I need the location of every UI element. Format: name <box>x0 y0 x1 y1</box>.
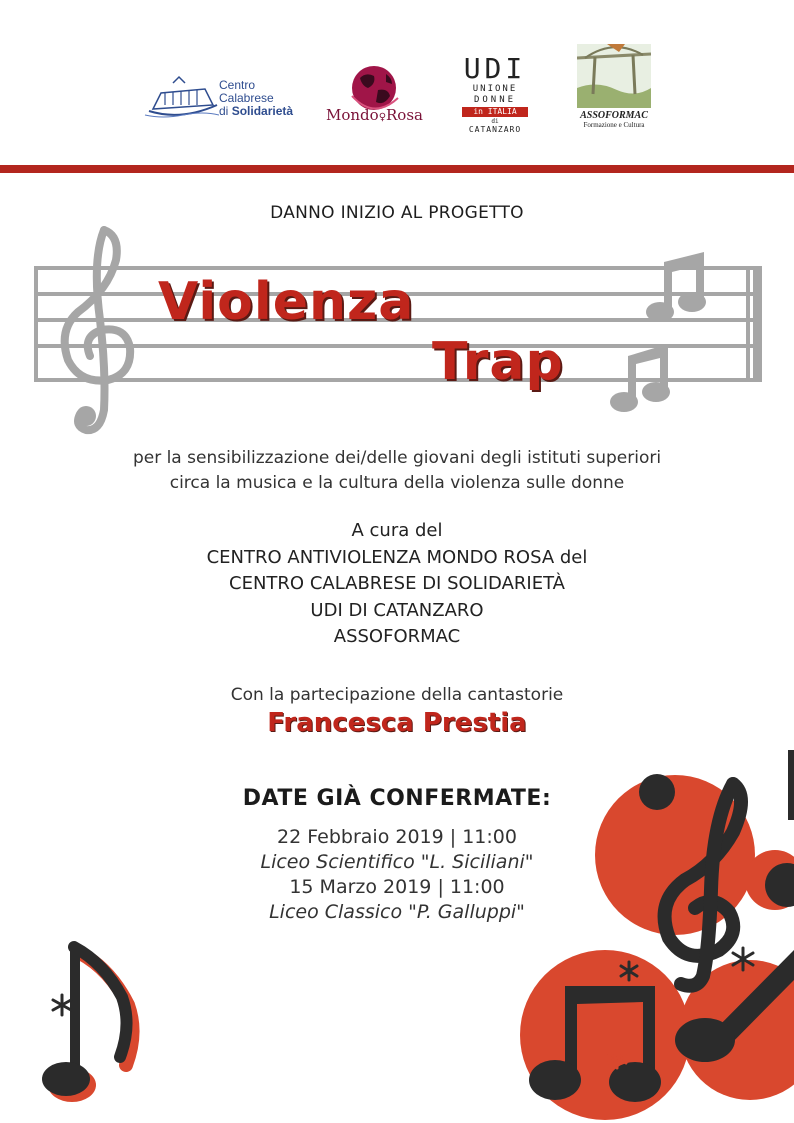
ccs-logo <box>143 75 298 125</box>
organizer-3: UDI DI CATANZARO <box>310 600 484 621</box>
event-venue-1: Liceo Scientifico "L. Siciliani" <box>260 851 534 873</box>
event-venue-2: Liceo Classico "P. Galluppi" <box>269 901 525 923</box>
udi-l1: UNIONE <box>472 84 518 94</box>
event-date-1: 22 Febbraio 2019 | 11:00 <box>277 826 517 848</box>
curated-label: A cura del <box>351 520 443 541</box>
mondo-rosa-right: Rosa <box>386 106 423 124</box>
udi-l5: CATANZARO <box>468 125 522 134</box>
asterisk-icon <box>53 995 71 1015</box>
udi-logo <box>460 54 530 138</box>
title-word-1: Violenza <box>158 272 415 332</box>
intro-line-1: per la sensibilizzazione dei/delle giovani degli istituti superiori <box>132 448 662 468</box>
intro-line-2: circa la musica e la cultura della violenza sulle donne <box>169 473 625 493</box>
ccs-line-1: Centro <box>219 78 256 92</box>
udi-l3: in ITALIA <box>462 107 528 117</box>
ccs-line-2: Calabrese <box>219 91 274 105</box>
mondo-rosa-left: Mondo <box>326 106 379 124</box>
performer-name: Francesca Prestia <box>267 708 527 738</box>
organizer-4: ASSOFORMAC <box>333 626 461 647</box>
udi-l2: DONNE <box>473 95 517 105</box>
ccs-line-3-bold: Solidarietà <box>231 104 294 118</box>
logo-strip <box>0 40 794 140</box>
dates-heading: DATE GIÀ CONFERMATE: <box>242 786 552 811</box>
ccs-line-3-prefix: di <box>219 104 232 118</box>
participation-label: Con la partecipazione della cantastorie <box>230 685 564 705</box>
assoformac-name: ASSOFORMAC <box>580 110 648 121</box>
double-note-icon <box>646 252 706 322</box>
event-date-2: 15 Marzo 2019 | 11:00 <box>289 876 505 898</box>
assoformac-logo <box>574 44 654 136</box>
decoration-left <box>40 935 150 1105</box>
udi-l4: di <box>491 118 499 125</box>
treble-clef-icon <box>65 230 130 430</box>
organizer-2: CENTRO CALABRESE DI SOLIDARIETÀ <box>229 573 565 594</box>
bridge-photo-icon <box>577 44 651 108</box>
music-note-icon <box>42 945 133 1102</box>
organizer-1: CENTRO ANTIVIOLENZA MONDO ROSA del <box>206 547 588 568</box>
kicker-text: DANNO INIZIO AL PROGETTO <box>270 203 524 223</box>
title-word-2: Trap <box>432 332 564 392</box>
header-divider <box>0 165 794 173</box>
mondo-rosa-logo: Mondo♀Rosa <box>326 62 418 130</box>
assoformac-tagline: Formazione e Cultura <box>583 121 645 129</box>
ship-logo-icon <box>143 75 219 123</box>
udi-big: UDI <box>463 52 527 85</box>
decoration-right <box>505 740 794 1123</box>
